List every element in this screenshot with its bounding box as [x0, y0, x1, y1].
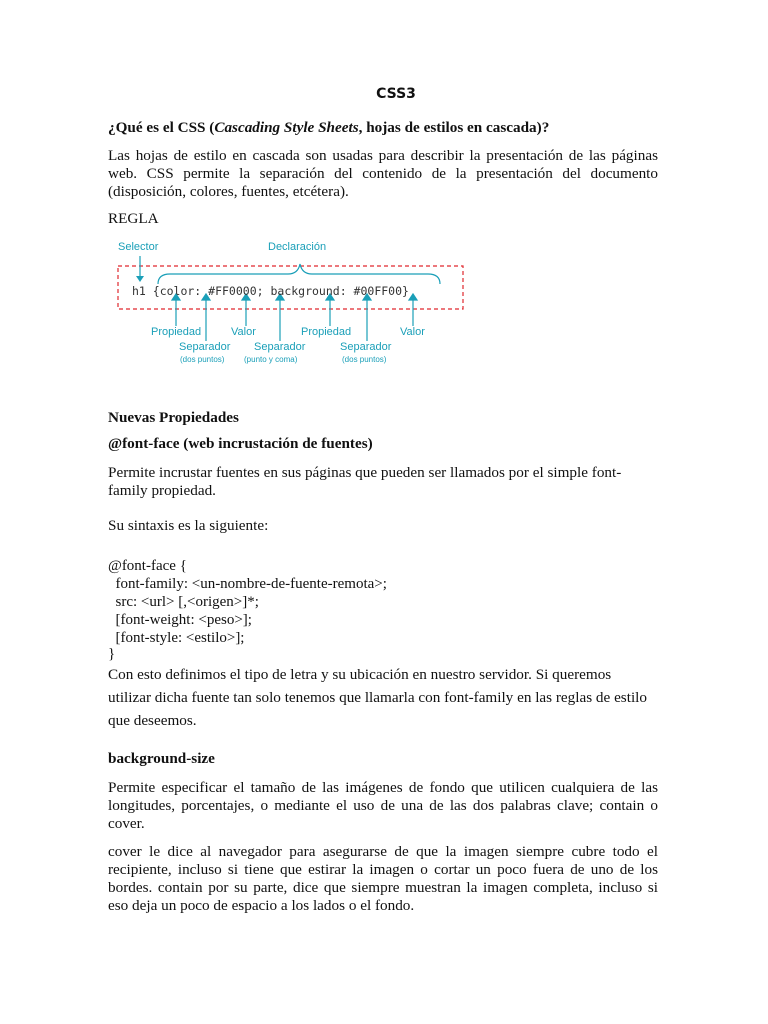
code-line: }: [108, 646, 116, 662]
pointer-arrows: [172, 294, 417, 341]
question-heading: [108, 119, 658, 137]
css-rule-diagram: [108, 236, 478, 371]
background-size-heading: background-size: [108, 750, 215, 767]
question-italic: Cascading Style Sheets: [214, 119, 359, 136]
declaration-brace: [158, 264, 440, 284]
declaracion-label: Declaración: [268, 241, 327, 253]
code-line: src: <url> [,<origen>]*;: [108, 594, 259, 610]
propiedad-label-1: Propiedad: [151, 326, 202, 338]
fontface-description: Permite incrustar fuentes en sus páginas que pueden ser llamados por el simple font-family propiedad.: [108, 464, 622, 499]
intro-paragraph: Las hojas de estilo en cascada son usadas para describir la presentación de las páginas web. CSS permite la separación del contenido de la presentación del documento (disposición, colores, fuentes, etcétera).: [108, 147, 658, 200]
propiedad-label-2: Propiedad: [301, 326, 352, 338]
code-line: [font-style: <estilo>];: [108, 630, 245, 646]
separador-note-3: (dos puntos): [342, 355, 387, 364]
valor-label-2: Valor: [400, 326, 425, 338]
separador-note-2: (punto y coma): [244, 355, 298, 364]
nuevas-propiedades-heading: Nuevas Propiedades: [108, 409, 239, 426]
code-line: font-family: <un-nombre-de-fuente-remota>;: [108, 576, 387, 592]
separador-label-3: Separador: [340, 341, 392, 353]
separador-note-1: (dos puntos): [180, 355, 225, 364]
separador-label-2: Separador: [254, 341, 306, 353]
con-esto-paragraph: Con esto definimos el tipo de letra y su ubicación en nuestro servidor. Si queremos utilizar dicha fuente tan solo tenemos que llamarla con font-family en las reglas de estilo que deseemos.: [108, 666, 647, 729]
regla-label: REGLA: [108, 210, 159, 227]
selector-label: Selector: [118, 241, 159, 253]
code-line: @font-face {: [108, 558, 187, 574]
fontface-heading: @font-face (web incrustación de fuentes): [108, 435, 373, 452]
background-size-description: Permite especificar el tamaño de las imágenes de fondo que utilicen cualquiera de las longitudes, porcentajes, o mediante el uso de una de las dos palabras clave; contain o cover.: [108, 779, 658, 832]
page-title: CSS3: [376, 86, 416, 102]
sintaxis-text: Su sintaxis es la siguiente:: [108, 517, 269, 534]
rule-code: h1 {color: #FF0000; background: #00FF00}: [132, 284, 409, 298]
question-prefix: ¿Qué es el CSS (: [108, 119, 215, 136]
cover-description: cover le dice al navegador para asegurarse de que la imagen siempre cubre todo el recipiente, incluso si tiene que estirar la imagen o cortar un poco fuera de uno de los bordes. contain por su parte, dice que siempre muestran la imagen completa, incluso si eso deja un poco de espacio a los lados o el fondo.: [108, 843, 658, 914]
valor-label-1: Valor: [231, 326, 256, 338]
separador-label-1: Separador: [179, 341, 231, 353]
question-suffix: , hojas de estilos en cascada)?: [358, 119, 550, 136]
code-line: [font-weight: <peso>];: [108, 612, 252, 628]
